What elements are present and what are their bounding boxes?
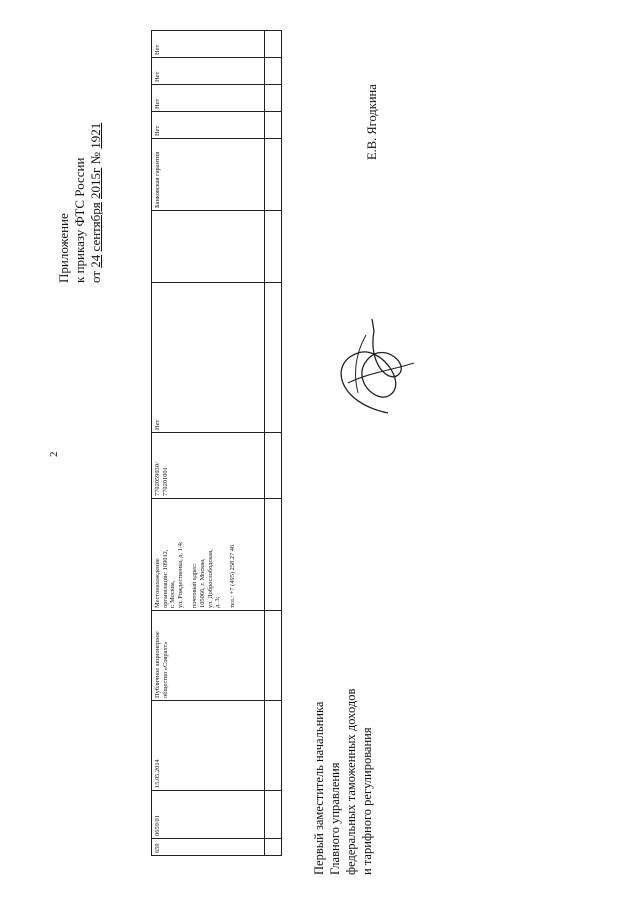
appendix-title: Приложение — [56, 213, 71, 283]
table-row-blank — [265, 31, 282, 856]
signer-name: Е.В. Ягодкина — [365, 84, 379, 160]
registration-date: 15.05.2014 — [152, 701, 265, 791]
registration-number: 0659/01 — [152, 791, 265, 839]
table-row — [152, 31, 265, 856]
flag-cell: Нет — [152, 31, 265, 58]
organization-address: Местонахождение организации: 109012, г. Москва, ул. Рождественка, д. 1/4; почтовый адрес: 105066, г. Москва, ул. Доброслободская, д. 3; тел.: +7 (495) 258 27 46 — [152, 499, 265, 611]
handwritten-signature — [318, 313, 428, 423]
column-empty — [152, 211, 265, 283]
flag-cell: Нет — [152, 85, 265, 112]
registry-table — [151, 30, 282, 856]
organization-name: Публичное акционерное общество «Соврахт» — [152, 611, 265, 701]
signatory-title: Первый заместитель начальника Главного управления федеральных таможенных доходов и тарифного регулирования — [312, 688, 374, 875]
appendix-header — [56, 23, 104, 283]
page-number: 2 — [48, 451, 60, 457]
appendix-date-line: от 24 сентября 2015г № 1921 — [88, 122, 103, 283]
row-index: 659 — [152, 839, 265, 856]
order-year: 2015г — [88, 167, 103, 199]
order-number: 1921 — [88, 122, 103, 149]
guarantee-type: Банковская гарантия — [152, 139, 265, 211]
flag-cell: Нет — [152, 112, 265, 139]
appendix-order: к приказу ФТС России — [72, 157, 87, 283]
flag-cell: Нет — [152, 58, 265, 85]
order-day: 24 — [88, 254, 103, 268]
column-net: Нет — [152, 283, 265, 433]
order-month: сентября — [88, 202, 103, 252]
inn-kpp: 7702059030/ 770201001 — [152, 433, 265, 499]
